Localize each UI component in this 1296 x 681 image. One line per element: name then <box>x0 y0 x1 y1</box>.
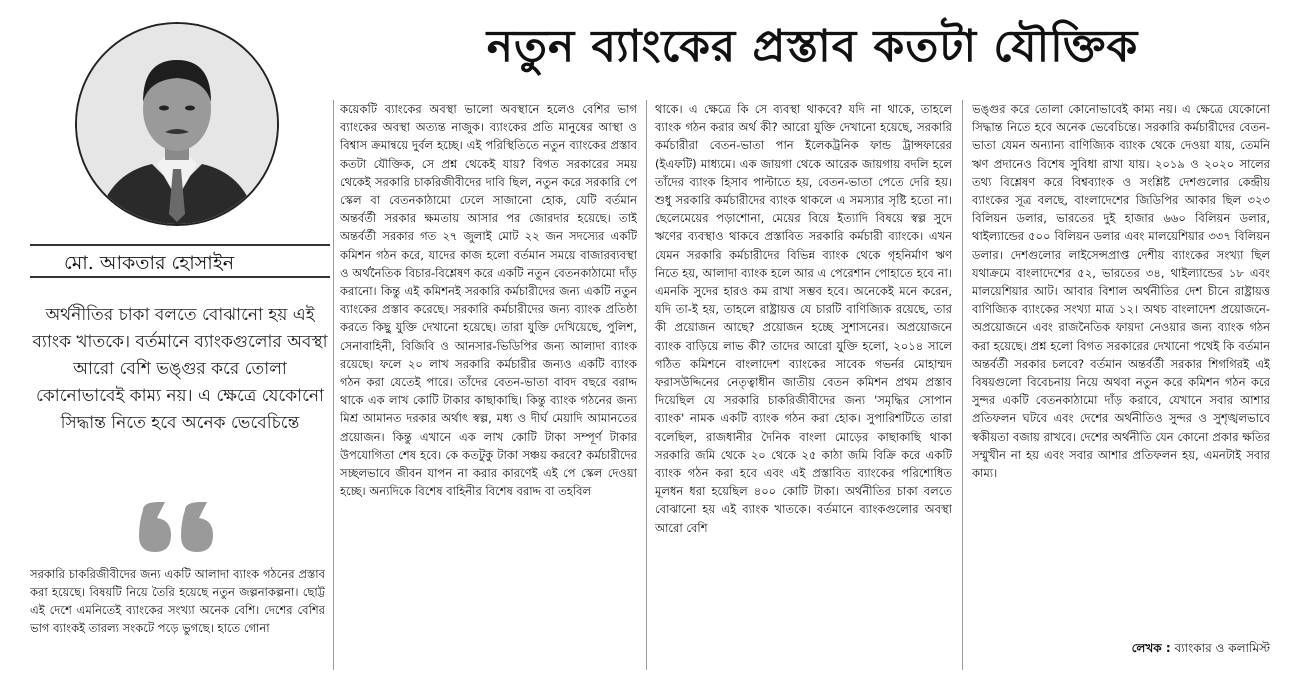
article-column-3 <box>972 100 1270 622</box>
headline: নতুন ব্যাংকের প্রস্তাব কতটা যৌক্তিক <box>486 21 1139 72</box>
byline-text: ব্যাংকার ও কলামিস্ট <box>1174 641 1270 655</box>
byline-label: লেখক : <box>1131 641 1171 655</box>
column-divider <box>333 100 334 670</box>
author-portrait-icon <box>77 24 277 224</box>
article-column-2 <box>655 100 952 665</box>
column-2-text: থাকে। এ ক্ষেত্রে কি সে ব্যবস্থা থাকবে? যদি না থাকে, তাহলে ব্যাংক গঠন করার অর্থ কী? আরো যুক্তি দেখানো হয়েছে, সরকারি কর্মচারীরা বেতন-ভাতা পান ইলেকট্রনিক ফান্ড ট্রান্সফারের (ইএফটি) মাধ্যমে। এক জায়গা থেকে আরেক জায়গায় বদলি হলে তাঁদের ব্যাংক হিসাব পাল্টাতে হয়, বেতন-ভাতা পেতে দেরি হয়। শুধু সরকারি কর্মচারীদের ব্যাংক থাকলে এ সমস্যার সৃষ্টি হতো না। ছেলেমেয়ের পড়াশোনা, মেয়ের বিয়ে ইত্যাদি বিষয়ে স্বল্প সুদে ঋণের ব্যবস্থাও থাকবে প্রস্তাবিত সরকারি কর্মচারী ব্যাংকে। এখন যেমন সরকারি কর্মচারীদের বিভিন্ন ব্যাংক থেকে গৃহনির্মাণ ঋণ নিতে হয়, আলাদা ব্যাংক হলে আর এ পেরেশান পোহাতে হবে না। এমনকি সুদের হারও কম রাখা সম্ভব হবে। অনেকেই মনে করেন, যদি তা-ই হয়, তাহলে রাষ্ট্রায়ত্ত যে চারটি বাণিজ্যিক রয়েছে, তার কী প্রয়োজন আছে? প্রয়োজন হচ্ছে সুশাসনের। অপ্রয়োজনে ব্যাংক বাড়িয়ে লাভ কী? তাদের আরো যুক্তি হলো, ২০১৪ সালে গঠিত কমিশনে বাংলাদেশ ব্যাংকের সাবেক গভর্নর মোহাম্মদ ফরাসউদ্দিনের নেতৃত্বাধীন জাতীয় বেতন কমিশন প্রথম প্রস্তাব দিয়েছিল যে সরকারি চাকরিজীবীদের জন্য 'সমৃদ্ধির সোপান ব্যাংক' নামক একটি ব্যাংক গঠন করা হোক। সুপারিশটিতে তারা বলেছিল, রাজধানীর দৈনিক বাংলা মোড়ের কাছাকাছি থাকা সরকারি জমি থেকে ২০ থেকে ২৫ কাঠা জমি বিক্রি করে একটি ব্যাংক গঠন করা হবে এবং এই প্রস্তাবিত ব্যাংকের পরিশোধিত মূলধন ধরা হয়েছিল ৪০০ কোটি টাকা। অর্থনীতির চাকা বলতে বোঝানো হয় এই ব্যাংক খাতকে। বর্তমানে ব্যাংকগুলোর অবস্থা আরো বেশি <box>655 102 952 535</box>
article-column-1 <box>340 100 637 665</box>
author-name: মো. আকতার হোসাইন <box>30 244 330 278</box>
column-1-text: কয়েকটি ব্যাংকের অবস্থা ভালো অবস্থানে হলেও বেশির ভাগ ব্যাংকের অবস্থা অত্যন্ত নাজুক। ব্যাংকের প্রতি মানুষের আস্থা ও বিশ্বাস ক্রমান্বয়ে দুর্বল হচ্ছে। এই পরিস্থিতিতে নতুন ব্যাংকের প্রস্তাব কতটা যৌক্তিক, সে প্রশ্ন থেকেই যায়? বিগত সরকারের সময় থেকেই সরকারি চাকরিজীবীদের দাবি ছিল, নতুন করে সরকারি পে স্কেল বা বেতনকাঠামো ঢেলে সাজানো হোক, যেটি বর্তমান অন্তর্বর্তী সরকার ক্ষমতায় আসার পর জোরদার হয়েছে। তাই অন্তর্বর্তী সরকার গত ২৭ জুলাই মোট ২২ জন সদস্যের একটি কমিশন গঠন করে, যাদের কাজ হলো বর্তমান সময়ে বাজারব্যবস্থা ও অর্থনৈতিক বিচার-বিশ্লেষণ করে একটি নতুন বেতনকাঠামো দাঁড় করানো। কিন্তু এই কমিশনই সরকারি কর্মচারীদের জন্য একটি নতুন ব্যাংকের প্রস্তাব করেছে। সরকারি কর্মচারীদের জন্য ব্যাংক প্রতিষ্ঠা করতে কিছু যুক্তি দেখানো হয়েছে। তারা যুক্তি দেখিয়েছে, পুলিশ, সেনাবাহিনী, বিজিবি ও আনসার-ভিডিপির জন্য আলাদা ব্যাংক রয়েছে। ফলে ২০ লাখ সরকারি কর্মচারীর জন্যও একটি ব্যাংক গঠন করা যেতেই পারে। তাঁদের বেতন-ভাতা বাবদ বছরে বরাদ্দ থাকে এক লাখ কোটি টাকার কাছাকাছি। কিন্তু ব্যাংক গঠনের জন্য মিশ্র আমানত দরকার অর্থাৎ স্বল্প, মধ্য ও দীর্ঘ মেয়াদি আমানতের প্রয়োজন। কিন্তু এখানে এক লাখ কোটি টাকা সম্পূর্ণ টাকার উপযোগিতা শেষ হবে। কে কতটুকু টাকা সঞ্চয় করবে? কর্মচারীদের সচ্ছলভাবে জীবন যাপন না করার কারণেই এই পে স্কেল দেওয়া হচ্ছে। অন্যদিকে বিশেষ বাহিনীর বিশেষ বরাদ্দ বা তহবিল <box>340 102 637 499</box>
byline <box>1100 638 1270 658</box>
column-3-text: ভঙ্গুর করে তোলা কোনোভাবেই কাম্য নয়। এ ক্ষেত্রে যেকোনো সিদ্ধান্ত নিতে হবে অনেক ভেবেচিন্তে। সরকারি কর্মচারীদের বেতন-ভাতা যেমন অন্যান্য বাণিজ্যিক ব্যাংক থেকে দেওয়া যায়, তেমনি ঋণ প্রদানেও বিশেষ সুবিধা রাখা যায়। ২০১৯ ও ২০২০ সালের তথ্য বিশ্লেষণ করে বিশ্বব্যাংক ও সংশ্লিষ্ট দেশগুলোর কেন্দ্রীয় ব্যাংকের সূত্র বলছে, বাংলাদেশের জিডিপির আকার ছিল ৩২৩ বিলিয়ন ডলার, ভারতের দুই হাজার ৬৬০ বিলিয়ন ডলার, থাইল্যান্ডের ৫০০ বিলিয়ন ডলার এবং মালয়েশিয়ার ৩৩৭ বিলিয়ন ডলার। দেশগুলোর লাইসেন্সপ্রাপ্ত দেশীয় ব্যাংকের সংখ্যা ছিল যথাক্রমে বাংলাদেশের ৫২, ভারতের ৩৪, থাইল্যান্ডের ১৮ এবং মালয়েশিয়ার আট। আবার বিশাল অর্থনীতির দেশ চীনে রাষ্ট্রায়ত্ত বাণিজ্যিক ব্যাংকের সংখ্যা মাত্র ১২। অথচ বাংলাদেশ প্রয়োজনে-অপ্রয়োজনে এবং রাজনৈতিক ফায়দা নেওয়ার জন্য ব্যাংক গঠন করা হয়েছে। প্রশ্ন হলো বিগত সরকারের দেখানো পথেই কি বর্তমান অন্তর্বর্তী সরকার চলবে? বর্তমান অন্তর্বর্তী সরকার শিগগিরই এই বিষয়গুলো বিবেচনায় নিয়ে অথবা নতুন করে কমিশন গঠন করে সুন্দর একটি বেতনকাঠামো দাঁড় করাবে, যেখানে সবার আশার প্রতিফলন ঘটবে এবং দেশের অর্থনীতিও সুন্দর ও সুশৃঙ্খলভাবে স্বকীয়তা বজায় রাখবে। দেশের অর্থনীতি যেন কোনো প্রকার ক্ষতির সম্মুখীন না হয় এবং সবার আশার প্রতিফলন হয়, এমনটাই সবার কাম্য। <box>972 102 1270 481</box>
column-divider <box>962 100 963 670</box>
author-photo <box>75 22 279 226</box>
intro-paragraph: সরকারি চাকরিজীবীদের জন্য একটি আলাদা ব্যাংক গঠনের প্রস্তাব করা হয়েছে। বিষয়টি নিয়ে তৈরি হয়েছে নতুন জল্পনাকল্পনা। ছোট্ট এই দেশে এমনিতেই ব্যাংকের সংখ্যা অনেক বেশি। দেশের বেশির ভাগ ব্যাংকই তারল্য সংকটে পড়ে ভুগছে। হাতে গোনা <box>30 567 325 635</box>
pull-quote: অর্থনীতির চাকা বলতে বোঝানো হয় এই ব্যাংক খাতকে। বর্তমানে ব্যাংকগুলোর অবস্থা আরো বেশি ভঙ্গুর করে তোলা কোনোভাবেই কাম্য নয়। এ ক্ষেত্রে যেকোনো সিদ্ধান্ত নিতে হবে অনেক ভেবেচিন্তে <box>32 305 328 433</box>
column-divider <box>646 100 647 670</box>
quote-marks-icon <box>135 500 225 555</box>
